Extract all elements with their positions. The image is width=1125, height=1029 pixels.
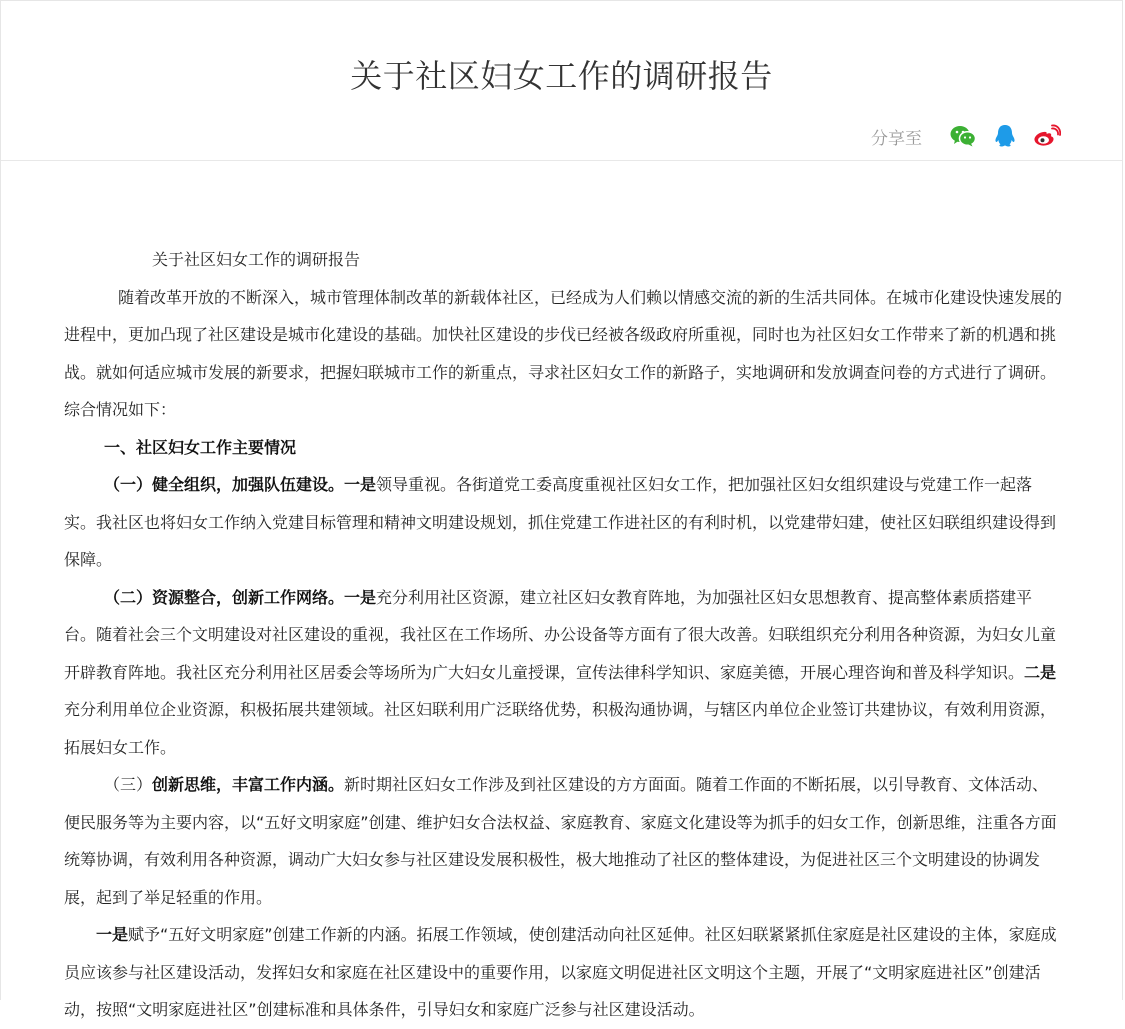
paragraph-text: 领导重视。各街道党工委高度重视社区妇女工作，把加强社区妇女组织建设与党建工作一起落实。我社区也将妇女工作纳入党建目标管理和精神文明建设规划，抓住党建工作进社区的有利时机，以党建带妇建，使社区妇联组织建设得到保障。 (64, 475, 1057, 569)
paragraph-text: 充分利用单位企业资源，积极拓展共建领域。社区妇联利用广泛联络优势，积极沟通协调，与辖区内单位企业签订共建协议，有效利用资源，拓展妇女工作。 (64, 700, 1057, 757)
inner-title: 关于社区妇女工作的调研报告 (152, 250, 361, 269)
paragraph-section-2 (64, 579, 1064, 767)
paragraph-section-3 (64, 766, 1064, 916)
paragraph-text: 赋予“五好文明家庭”创建工作新的内涵。拓展工作领域，使创建活动向社区延伸。社区妇联紧紧抓住家庭是社区建设的主体，家庭成员应该参与社区建设活动，发挥妇女和家庭在社区建设中的重要作用，以家庭文明促进社区文明这个主题，开展了“文明家庭进社区”创建活动，按照“文明家庭进社区”创建标准和具体条件，引导妇女和家庭广泛参与社区建设活动。 (64, 925, 1057, 1019)
section-heading-text: 一、社区妇女工作主要情况 (104, 437, 297, 457)
wechat-icon[interactable] (948, 121, 978, 151)
paragraph-intro: 随着改革开放的不断深入，城市管理体制改革的新载体社区，已经成为人们赖以情感交流的新的生活共同体。在城市化建设快速发展的进程中，更加凸现了社区建设是城市化建设的基础。加快社区建设的步伐已经被各级政府所重视，同时也为社区妇女工作带来了新的机遇和挑战。就如何适应城市发展的新要求，把握妇联城市工作的新重点，寻求社区妇女工作的新路子，实地调研和发放调查问卷的方式进行了调研。综合情况如下： (64, 287, 1063, 419)
paragraph-section-1 (64, 466, 1064, 579)
lead-word: 一是 (344, 475, 377, 494)
page-title: 关于社区妇女工作的调研报告 (350, 57, 773, 95)
paragraph-text: 充分利用社区资源，建立社区妇女教育阵地，为加强社区妇女思想教育、提高整体素质搭建平台。随着社会三个文明建设对社区建设的重视，我社区在工作场所、办公设备等方面有了很大改善。妇联组织充分利用各种资源，为妇女儿童开辟教育阵地。我社区充分利用社区居委会等场所为广大妇女儿童授课，宣传法律科学知识、家庭美德，开展心理咨询和普及科学知识。 (64, 587, 1057, 682)
paragraph-text: 新时期社区妇女工作涉及到社区建设的方方面面。随着工作面的不断拓展，以引导教育、文体活动、便民服务等为主要内容，以“五好文明家庭”创建、维护妇女合法权益、家庭教育、家庭文化建设等为抓手的妇女工作，创新思维，注重各方面统筹协调，有效利用各种资源，调动广大妇女参与社区建设发展积极性，极大地推动了社区的整体建设，为促进社区三个文明建设的协调发展，起到了举足轻重的作用。 (64, 775, 1057, 907)
subsection-heading: 创新思维，丰富工作内涵。 (152, 775, 345, 794)
lead-word: 二是 (1024, 662, 1057, 682)
subsection-heading: （一）健全组织，加强队伍建设。 (104, 475, 345, 494)
lead-word: 一是 (96, 925, 129, 944)
section-heading-1 (64, 429, 1064, 467)
weibo-icon[interactable] (1032, 121, 1062, 151)
subsection-heading: （二）资源整合，创新工作网络。 (104, 587, 345, 607)
qq-icon[interactable] (990, 121, 1020, 151)
lead-word: 一是 (344, 587, 377, 607)
article-header (1, 1, 1122, 161)
share-bar (871, 121, 1062, 151)
subsection-number: （三） (104, 775, 153, 794)
share-label: 分享至 (871, 128, 922, 149)
article-body (64, 241, 1064, 1029)
paragraph-item-1 (64, 916, 1064, 1029)
